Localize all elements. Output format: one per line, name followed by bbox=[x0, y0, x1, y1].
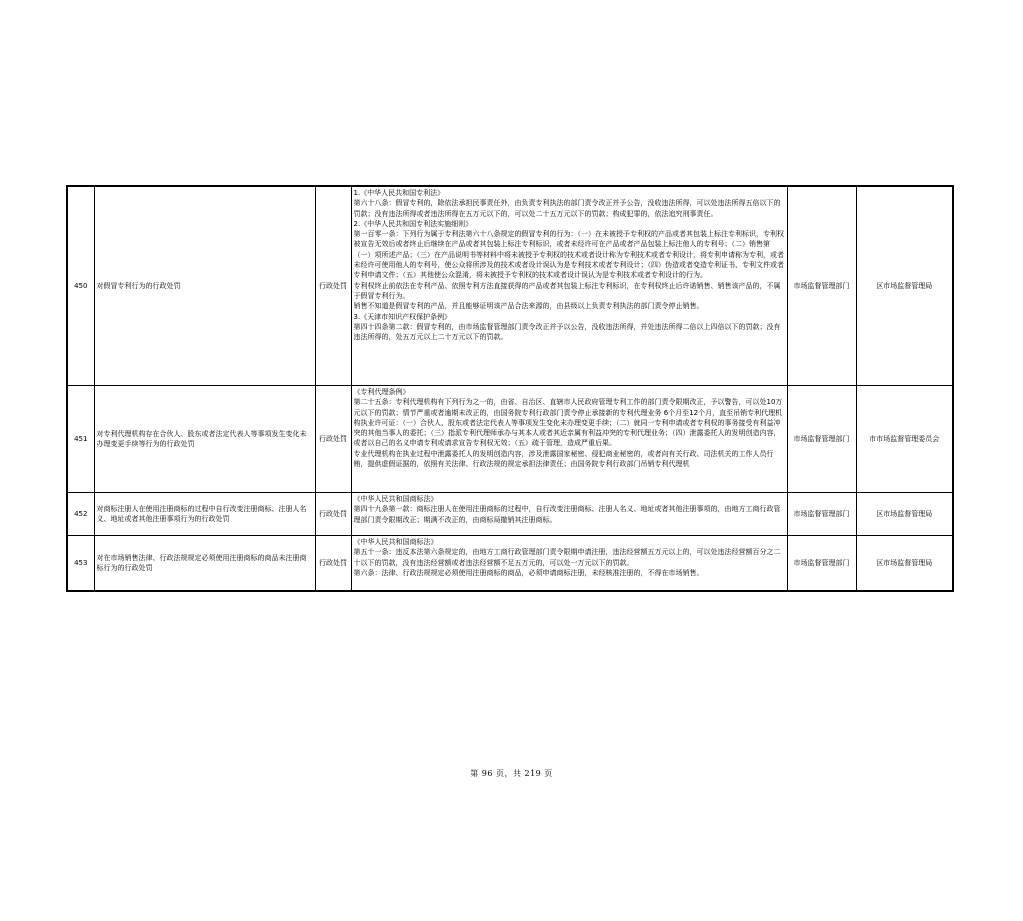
enforcement-dept: 市场监督管理部门 bbox=[787, 536, 856, 592]
basis-line: 第四十九条第一款：商标注册人在使用注册商标的过程中，自行改变注册商标、注册人名义、地址或者其他注册事项的，由地方工商行政管理部门责令限期改正；期满不改正的，由商标局撤销其注册商标。 bbox=[353, 505, 781, 524]
item-type: 行政处罚 bbox=[315, 186, 351, 386]
item-name: 对假冒专利行为的行政处罚 bbox=[94, 186, 315, 386]
enforcement-level: 区市场监督管理局 bbox=[856, 493, 953, 536]
enforcement-dept: 市场监督管理部门 bbox=[787, 186, 856, 386]
row-number: 453 bbox=[67, 536, 94, 592]
basis-line: 第一百零一条：下列行为属于专利法第六十八条规定的假冒专利的行为：（一）在未被授予专利权的产品或者其包装上标注专利标识，专利权被宣告无效后或者终止后继续在产品或者其包装上标注专利标识，或者未经许可在产品或者产品包装上标注他人的专利号；（二）销售第（一）项所述产品；（三）在产品说明书等材料中将未被授予专利权的技术或者设计称为专利技术或者专利设计，将专利申请称为专利，或者未经许可使用他人的专利号，使公众将所涉及的技术或者设计误认为是专利技术或者专利设计；（四）伪造或者变造专利证书、专利文件或者专利申请文件；（五）其他使公众混淆，将未被授予专利权的技术或者设计误认为是专利技术或者专利设计的行为。 bbox=[353, 230, 784, 280]
basis-line: 第六十八条：假冒专利的，除依法承担民事责任外，由负责专利执法的部门责令改正并予公告，没收违法所得，可以处违法所得五倍以下的罚款；没有违法所得或者违法所得在五万元以下的，可以处二十五万元以下的罚款；构成犯罪的，依法追究刑事责任。 bbox=[353, 199, 781, 218]
item-name: 对商标注册人在使用注册商标的过程中自行改变注册商标、注册人名义、地址或者其他注册事项行为的行政处罚 bbox=[94, 493, 315, 536]
table-row bbox=[67, 186, 953, 386]
legal-basis bbox=[351, 493, 787, 536]
basis-line: 3.《天津市知识产权保护条例》 bbox=[353, 312, 452, 321]
row-number: 451 bbox=[67, 386, 94, 493]
basis-line: 2.《中华人民共和国专利法实施细则》 bbox=[353, 219, 473, 228]
enforcement-level: 市市场监督管理委员会 bbox=[856, 386, 953, 493]
table-row bbox=[67, 536, 953, 592]
basis-line: 1.《中华人民共和国专利法》 bbox=[353, 189, 445, 197]
basis-line: 第五十一条：违反本法第六条规定的，由地方工商行政管理部门责令限期申请注册，违法经营额五万元以上的，可以处违法经营额百分之二十以下的罚款，没有违法经营额或者违法经营额不足五万元的，可以处一万元以下的罚款。 bbox=[353, 548, 781, 567]
row-number: 450 bbox=[67, 186, 94, 386]
item-type: 行政处罚 bbox=[315, 536, 351, 592]
table-row bbox=[67, 493, 953, 536]
enforcement-dept: 市场监督管理部门 bbox=[787, 386, 856, 493]
penalty-table bbox=[66, 185, 954, 592]
item-name: 对在市场销售法律、行政法规规定必须使用注册商标的商品未注册商标行为的行政处罚 bbox=[94, 536, 315, 592]
basis-line: 《专利代理条例》 bbox=[353, 388, 410, 396]
enforcement-dept: 市场监督管理部门 bbox=[787, 493, 856, 536]
basis-line: 第二十五条：专利代理机构有下列行为之一的，由省、自治区、直辖市人民政府管理专利工作的部门责令限期改正，予以警告，可以处10万元以下的罚款；情节严重或者逾期未改正的，由国务院专利行政部门责令停止承接新的专利代理业务 6个月至12个月，直至吊销专利代理机构执业许可证：（一）合伙人、股东或者法定代表人等事项发生变化未办理变更手续；（二）就同一专利申请或者专利权的事务接受有利益冲突的其他当事人的委托；（三）指派专利代理师承办与其本人或者其近亲属有利益冲突的专利代理业务；（四）泄露委托人的发明创造内容，或者以自己的名义申请专利或请求宣告专利权无效；（五）疏于管理，造成严重后果。 bbox=[353, 398, 783, 448]
basis-line: 第四十四条第二款：假冒专利的，由市场监督管理部门责令改正并予以公告，没收违法所得，并处违法所得二倍以上四倍以下的罚款；没有违法所得的，处五万元以上二十万元以下的罚款。 bbox=[353, 322, 781, 342]
legal-basis bbox=[351, 536, 787, 592]
item-name: 对专利代理机构存在合伙人、股东或者法定代表人等事项发生变化未办理变更手续等行为的行政处罚 bbox=[94, 386, 315, 493]
basis-line: 《中华人民共和国商标法》 bbox=[353, 495, 438, 503]
row-number: 452 bbox=[67, 493, 94, 536]
item-type: 行政处罚 bbox=[315, 386, 351, 493]
basis-line: 专利权终止前依法在专利产品、依照专利方法直接获得的产品或者其包装上标注专利标识，在专利权终止后许诺销售、销售该产品的，不属于假冒专利行为。 bbox=[353, 281, 781, 300]
legal-basis bbox=[351, 186, 787, 386]
enforcement-level: 区市场监督管理局 bbox=[856, 536, 953, 592]
basis-line: 第六条：法律、行政法规规定必须使用注册商标的商品，必须申请商标注册，未经核准注册的，不得在市场销售。 bbox=[353, 568, 704, 577]
basis-line: 《中华人民共和国商标法》 bbox=[353, 538, 438, 546]
table-row bbox=[67, 386, 953, 493]
item-type: 行政处罚 bbox=[315, 493, 351, 536]
legal-basis bbox=[351, 386, 787, 493]
basis-line: 销售不知道是假冒专利的产品，并且能够证明该产品合法来源的，由县级以上负责专利执法的部门责令停止销售。 bbox=[353, 302, 704, 311]
page-number: 第 96 页，共 219 页 bbox=[470, 769, 553, 778]
enforcement-level: 区市场监督管理局 bbox=[856, 186, 953, 386]
basis-line: 专业代理机构在执业过程中泄露委托人的发明创造内容，涉及泄露国家秘密、侵犯商业秘密的，或者向有关行政、司法机关的工作人员行贿，提供虚假证据的，依照有关法律、行政法规的规定承担法律责任；由国务院专利行政部门吊销专利代理机 bbox=[353, 449, 774, 469]
